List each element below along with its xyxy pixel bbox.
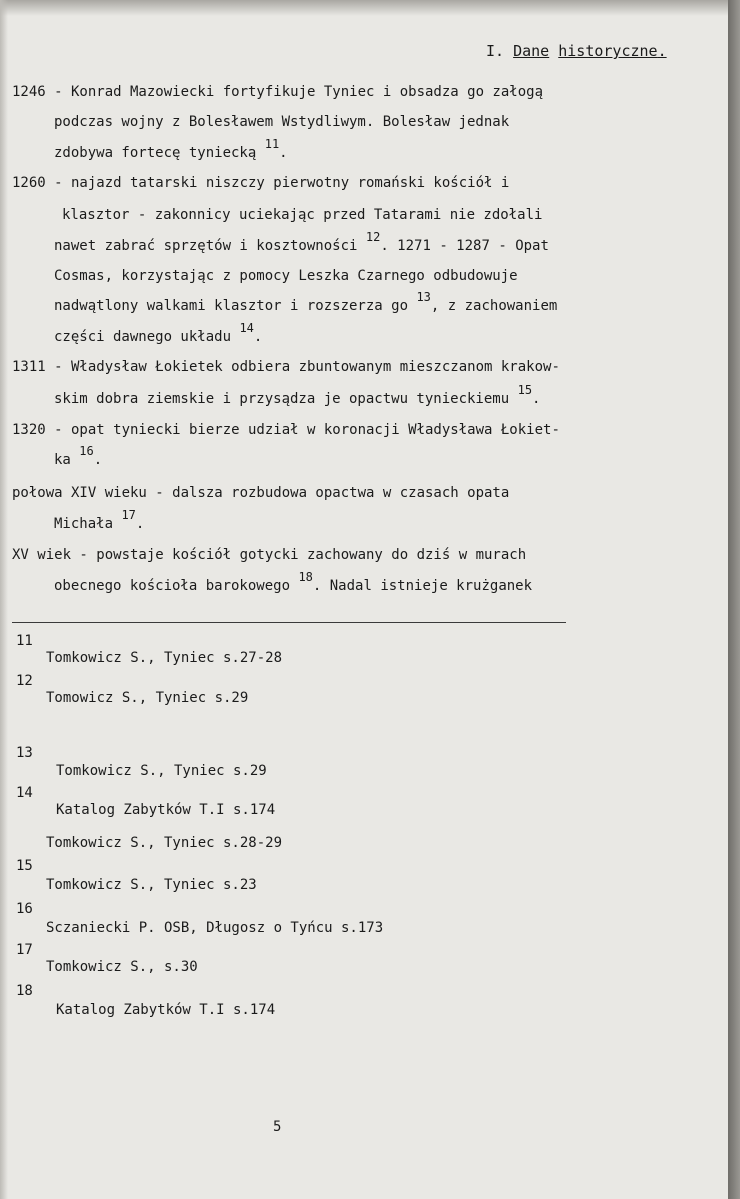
chapter-title	[486, 42, 667, 60]
footnote-number: 13	[16, 745, 33, 761]
footnote-text: Sczaniecki P. OSB, Długosz o Tyńcu s.173	[46, 920, 384, 936]
footnote-ref: 13	[416, 290, 431, 304]
footnote-text: Katalog Zabytków T.I s.174	[56, 1002, 276, 1018]
body-line: Cosmas, korzystając z pomocy Leszka Czarnego odbudowuje	[54, 268, 518, 284]
footnote-number: 17	[16, 942, 33, 958]
scan-left-shadow	[0, 0, 8, 1199]
footnote-number: 14	[16, 785, 33, 801]
scan-top-shadow	[0, 0, 728, 16]
body-line: 1320 - opat tyniecki bierze udział w koronacji Władysława Łokiet-	[12, 422, 560, 438]
footnote-text: Tomkowicz S., Tyniec s.28-29	[46, 835, 283, 851]
footnote-text: Tomowicz S., Tyniec s.29	[46, 690, 249, 706]
page-number: 5	[273, 1119, 282, 1135]
chapter-title-suffix: .	[657, 42, 667, 60]
body-line: zdobywa fortecę tyniecką 11.	[54, 137, 288, 161]
footnote-text: Tomkowicz S., Tyniec s.27-28	[46, 650, 283, 666]
body-line: nadwątlony walkami klasztor i rozszerza go 13, z zachowaniem	[54, 290, 558, 314]
footnote-ref: 17	[121, 508, 136, 522]
body-line: ka 16.	[54, 444, 103, 468]
footnote-text: Katalog Zabytków T.I s.174	[56, 802, 276, 818]
chapter-title-word-2: historyczne	[558, 42, 658, 60]
body-line: połowa XIV wieku - dalsza rozbudowa opactwa w czasach opata	[12, 485, 510, 501]
footnote-number: 15	[16, 858, 33, 874]
footnote-text: Tomkowicz S., Tyniec s.29	[56, 763, 267, 779]
body-line: części dawnego układu 14.	[54, 321, 263, 345]
footnote-ref: 11	[264, 137, 280, 151]
footnote-number: 16	[16, 901, 33, 917]
footnote-ref: 18	[298, 570, 313, 584]
footnote-separator	[12, 622, 566, 623]
body-line: obecnego kościoła barokowego 18. Nadal istnieje krużganek	[54, 570, 533, 594]
footnote-ref: 16	[79, 444, 94, 458]
body-line: klasztor - zakonnicy uciekając przed Tatarami nie zdołali	[62, 207, 543, 223]
body-line: Michała 17.	[54, 508, 145, 532]
chapter-title-word-1: Dane	[513, 42, 550, 60]
chapter-number: I.	[486, 42, 505, 60]
body-line: nawet zabrać sprzętów i kosztowności 12. 1271 - 1287 - Opat	[54, 230, 549, 254]
body-line: XV wiek - powstaje kościół gotycki zachowany do dziś w murach	[12, 547, 527, 563]
body-line: podczas wojny z Bolesławem Wstydliwym. Bolesław jednak	[54, 114, 510, 130]
scan-right-edge	[728, 0, 740, 1199]
footnote-text: Tomkowicz S., Tyniec s.23	[46, 877, 257, 893]
footnote-number: 18	[16, 983, 33, 999]
footnote-text: Tomkowicz S., s.30	[46, 959, 198, 975]
footnote-ref: 14	[239, 321, 254, 335]
body-line: 1246 - Konrad Mazowiecki fortyfikuje Tyniec i obsadza go załogą	[12, 84, 544, 100]
footnote-number: 12	[16, 673, 33, 689]
footnote-number: 11	[16, 633, 33, 649]
body-line: skim dobra ziemskie i przysądza je opactwu tynieckiemu 15.	[54, 383, 541, 407]
body-line: 1260 - najazd tatarski niszczy pierwotny romański kościół i	[12, 175, 510, 191]
footnote-ref: 15	[517, 383, 533, 397]
body-line: 1311 - Władysław Łokietek odbiera zbuntowanym mieszczanom krakow-	[12, 359, 560, 375]
footnote-ref: 12	[365, 230, 381, 244]
